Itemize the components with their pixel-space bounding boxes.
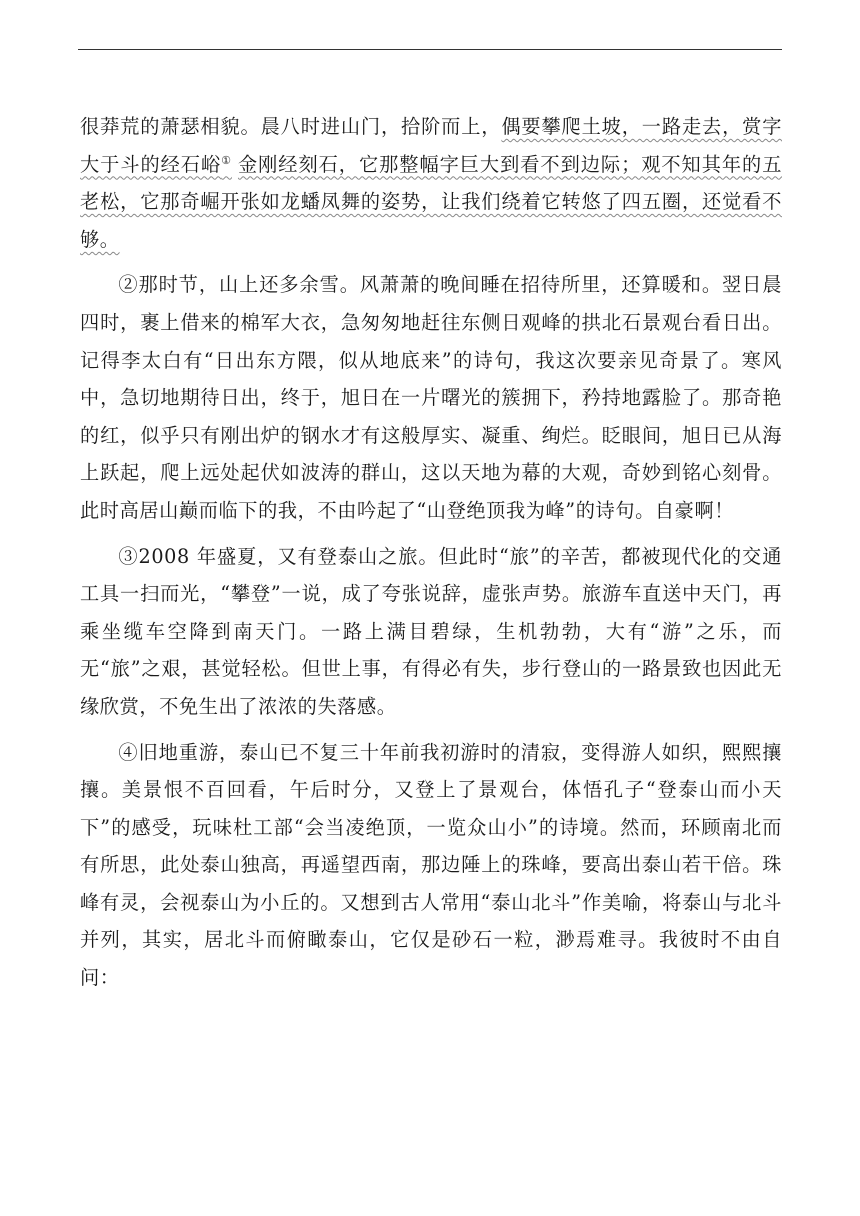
paragraph-4: ④旧地重游，泰山已不复三十年前我初游时的清寂，变得游人如织，熙熙攘攘。美景恨不百回看，午后时分，又登上了景观台，体悟孔子“登泰山而小天下”的感受，玩味杜工部“会当凌绝顶，一览众山小”的诗境。然而，环顾南北而有所思，此处泰山独高，再遥望西南，那边陲上的珠峰，要高出泰山若干倍。珠峰有灵，会视泰山为小丘的。又想到古人常用“泰山北斗”作美喻，将泰山与北斗并列，其实，居北斗而俯瞰泰山，它仅是砂石一粒，渺焉难寻。我彼时不由自问： xyxy=(80,740,782,990)
paragraph-1 xyxy=(80,108,782,258)
paragraph-1-text-a: 很莽荒的萧瑟相貌。晨八时进山门，拾阶而上， xyxy=(80,115,502,138)
paragraph-3: ③2008 年盛夏，又有登泰山之旅。但此时“旅”的辛苦，都被现代化的交通工具一扫而光，“攀登”一说，成了夸张说辞，虚张声势。旅游车直送中天门，再乘坐缆车空降到南天门。一路上满目碧绿，生机勃勃，大有“游”之乐，而无“旅”之艰，甚觉轻松。但世上事，有得必有失，步行登山的一路景致也因此无缘欣赏，不免生出了浓浓的失落感。 xyxy=(80,544,782,718)
paragraph-1-text-c: 金刚经刻石，它那整幅字巨大到看不到边际；观不知其年的五老松，它那奇崛开张如龙蟠凤舞的姿势，让我们绕着它转悠了四五圈，还觉看不够。 xyxy=(80,152,782,251)
paragraph-2: ②那时节，山上还多余雪。风萧萧的晚间睡在招待所里，还算暖和。翌日晨四时，裹上借来的棉军大衣，急匆匆地赶往东侧日观峰的拱北石景观台看日出。记得李太白有“日出东方隈，似从地底来”的诗句，我这次要亲见奇景了。寒风中，急切地期待日出，终于，旭日在一片曙光的簇拥下，矜持地露脸了。那奇艳的红，似乎只有刚出炉的钢水才有这般厚实、凝重、绚烂。眨眼间，旭日已从海上跃起，爬上远处起伏如波涛的群山，这以天地为幕的大观，奇妙到铭心刻骨。此时高居山巅而临下的我，不由吟起了“山登绝顶我为峰”的诗句。自豪啊！ xyxy=(80,273,782,522)
article-body xyxy=(80,108,782,997)
header-rule xyxy=(78,49,782,50)
footnote-marker: ① xyxy=(221,153,232,167)
paragraph-1-text-b: 偶要攀爬土坡，一路走去，赏字大于斗的经石峪 xyxy=(80,115,782,176)
